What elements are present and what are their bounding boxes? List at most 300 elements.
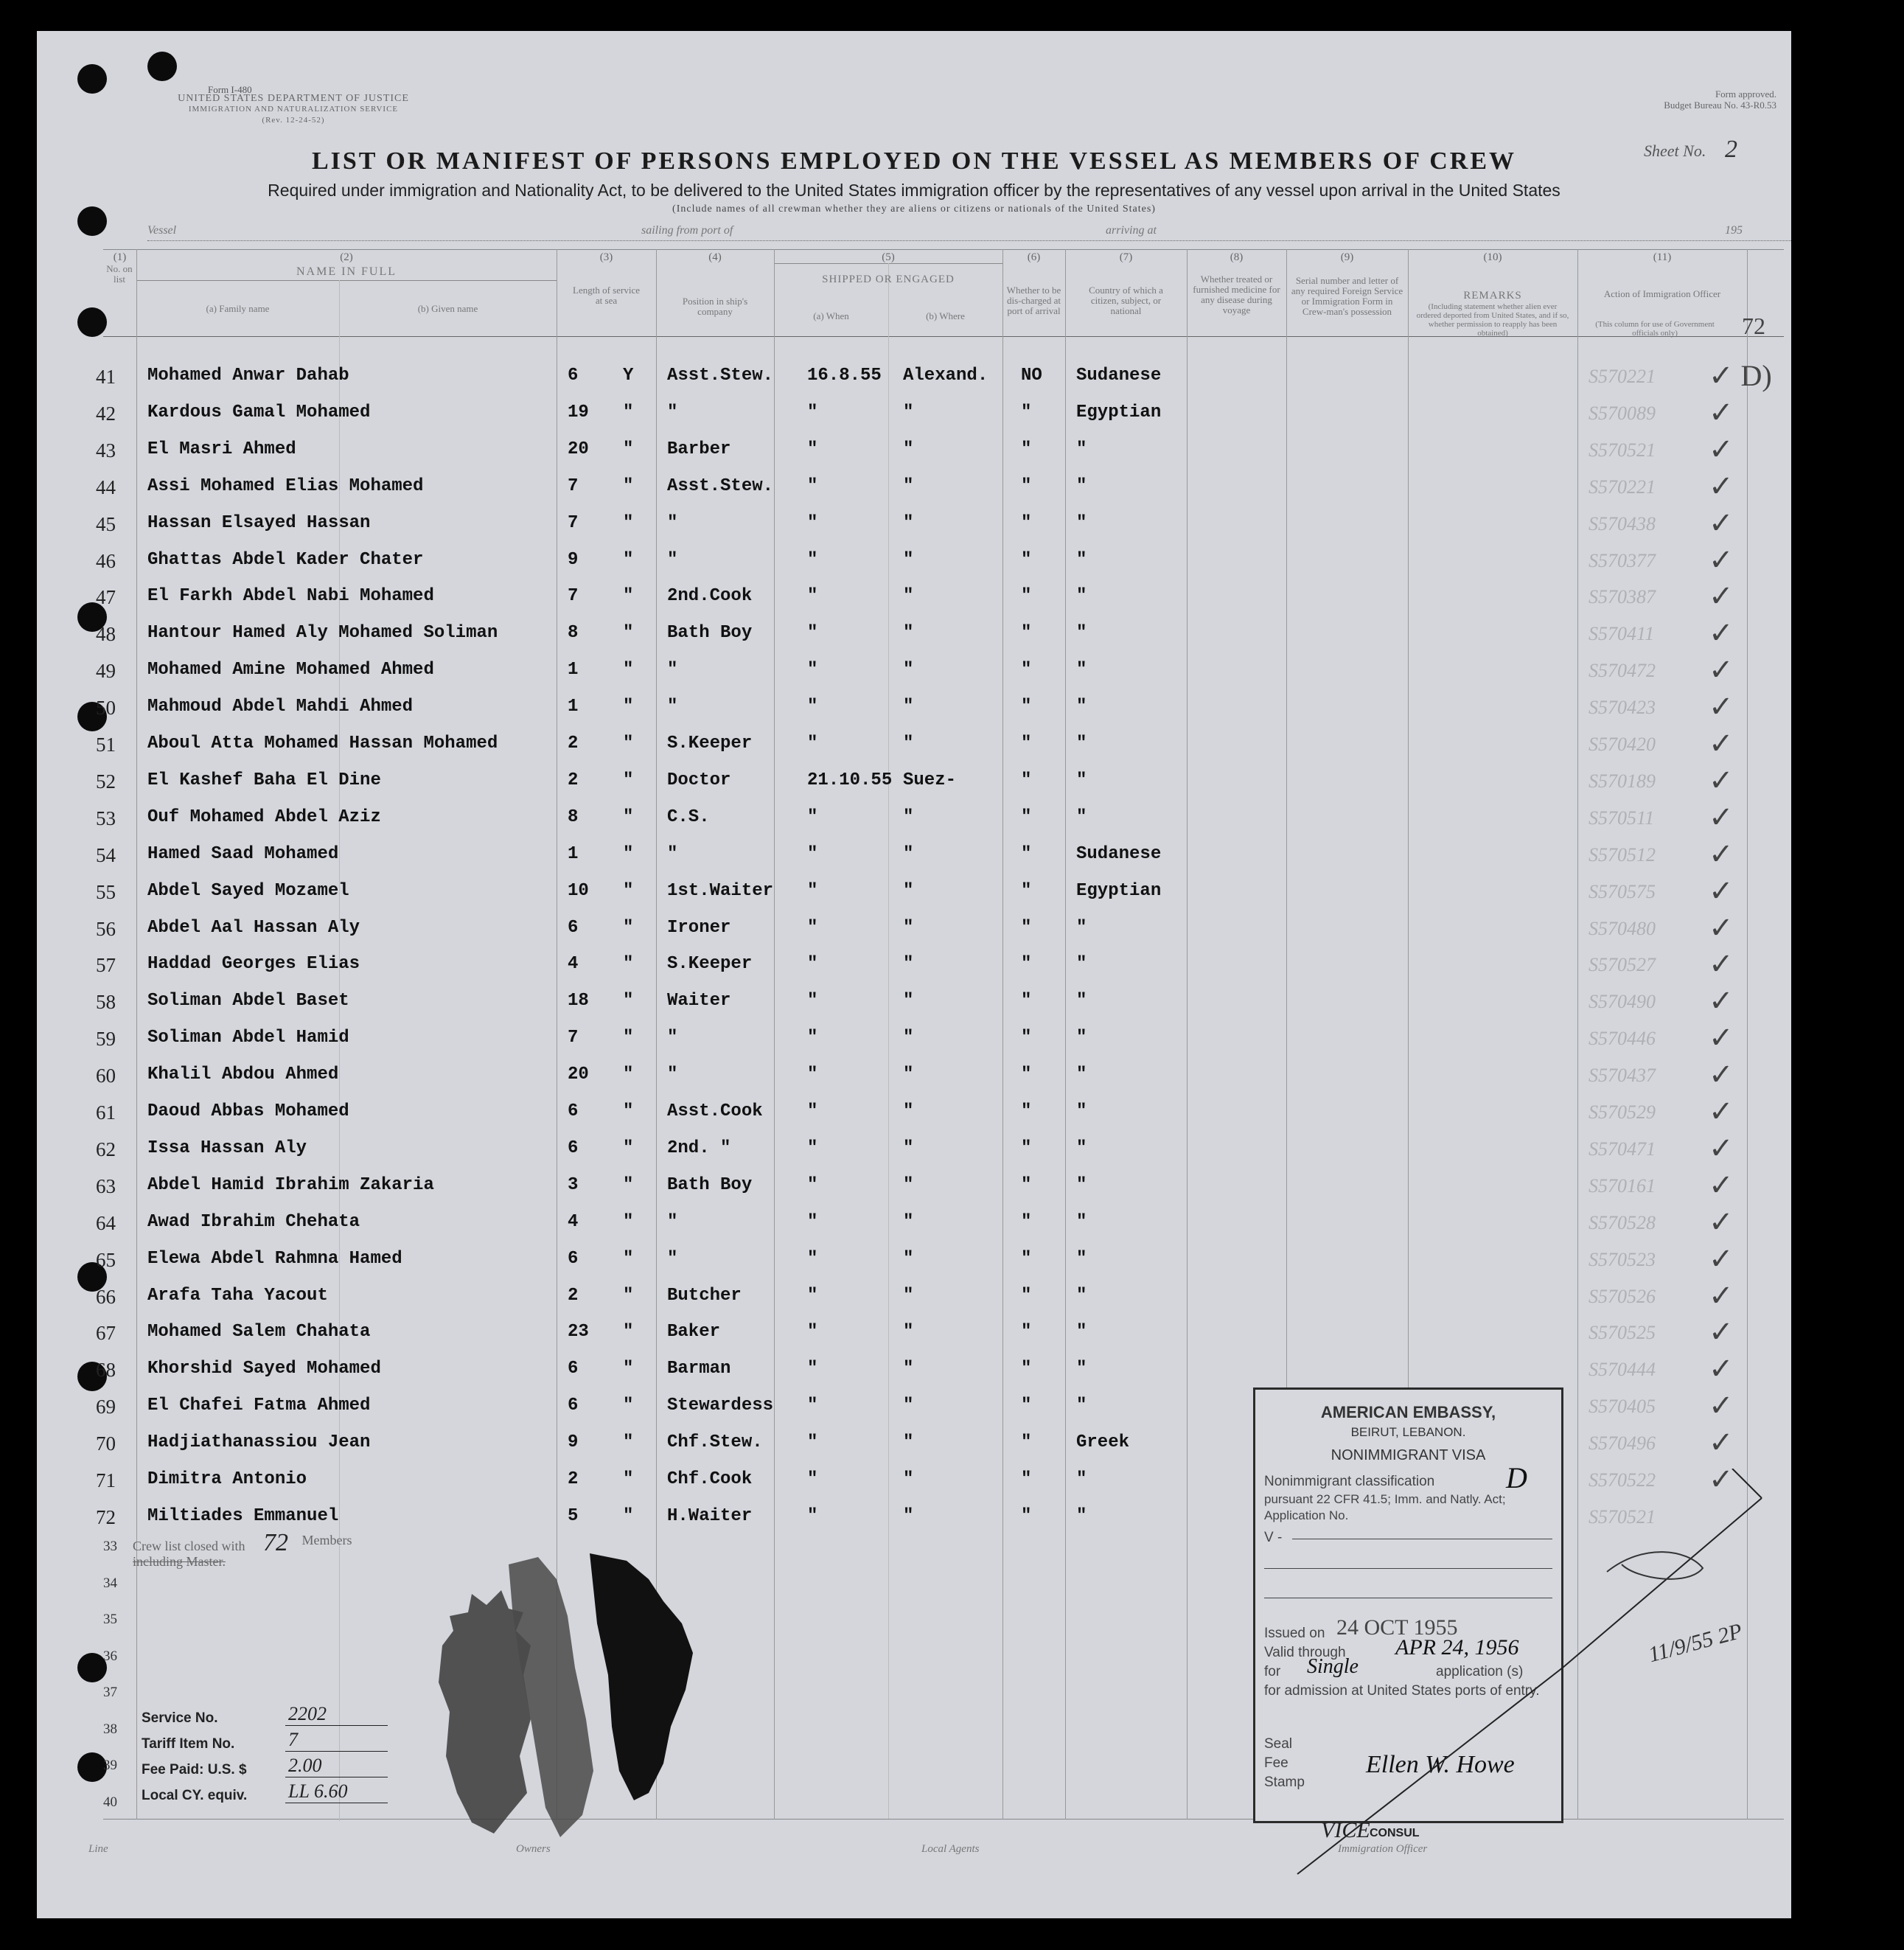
manifest-sheet xyxy=(37,31,1791,1918)
shipped-when: " xyxy=(807,439,818,459)
crew-name: Miltiades Emmanuel xyxy=(147,1506,339,1526)
shipped-when: " xyxy=(807,1469,818,1489)
service-length: 1 xyxy=(568,660,579,680)
crew-name: Abdel Aal Hassan Aly xyxy=(147,918,360,938)
country: " xyxy=(1076,1101,1087,1121)
service-length: 5 xyxy=(568,1506,579,1526)
service-unit: " xyxy=(623,734,634,753)
shipped-where: " xyxy=(903,403,914,422)
service-unit: " xyxy=(623,1322,634,1342)
discharge: " xyxy=(1021,1432,1032,1452)
agency-line: UNITED STATES DEPARTMENT OF JUSTICE xyxy=(178,93,409,104)
service-unit: " xyxy=(623,1101,634,1121)
crew-name: Elewa Abdel Rahmna Hamed xyxy=(147,1249,402,1269)
row-number: 68 xyxy=(96,1359,116,1381)
crew-name: Dimitra Antonio xyxy=(147,1469,307,1489)
column-divider xyxy=(1065,249,1066,1820)
shipped-when: " xyxy=(807,586,818,606)
check-mark-icon: ✓ xyxy=(1709,1389,1734,1422)
shipped-where: " xyxy=(903,1138,914,1158)
country: " xyxy=(1076,807,1087,827)
crew-name: Daoud Abbas Mohamed xyxy=(147,1101,349,1121)
officer-serial: S570221 xyxy=(1589,476,1656,498)
service-label: Service No. xyxy=(142,1710,218,1726)
shipped-where: " xyxy=(903,1469,914,1489)
country: " xyxy=(1076,1175,1087,1195)
service-length: 6 xyxy=(568,366,579,386)
service-unit: " xyxy=(623,1286,634,1306)
row-number: 42 xyxy=(96,403,116,425)
shipped-where: " xyxy=(903,1175,914,1195)
shipped-when: " xyxy=(807,807,818,827)
officer-serial: S570526 xyxy=(1589,1286,1656,1307)
ship-position: 2nd. " xyxy=(667,1138,731,1158)
col-header-medicine: Whether treated or furnished medicine for any disease during voyage xyxy=(1193,274,1280,316)
shipped-when: " xyxy=(807,513,818,533)
stamp-class-label: Nonimmigrant classification xyxy=(1264,1474,1435,1489)
service-unit: " xyxy=(623,623,634,643)
shipped-where: Alexand. xyxy=(903,366,988,386)
ship-position: " xyxy=(667,1065,678,1084)
service-unit: " xyxy=(623,991,634,1011)
shipped-where: " xyxy=(903,1286,914,1306)
service-length: 1 xyxy=(568,844,579,864)
blank-row-number: 34 xyxy=(103,1575,117,1591)
check-mark-icon: ✓ xyxy=(1709,616,1734,650)
row-number: 60 xyxy=(96,1065,116,1087)
shipped-when: " xyxy=(807,660,818,680)
footer-owners: Owners xyxy=(516,1843,551,1855)
table-top-rule xyxy=(103,249,1784,250)
service-unit: " xyxy=(623,1212,634,1232)
ship-position: Asst.Stew. xyxy=(667,476,774,496)
check-mark-icon: ✓ xyxy=(1709,1279,1734,1312)
shipped-where: " xyxy=(903,1396,914,1416)
check-mark-icon: ✓ D) xyxy=(1709,359,1772,392)
country: " xyxy=(1076,918,1087,938)
country: " xyxy=(1076,991,1087,1011)
check-mark-icon: ✓ xyxy=(1709,1242,1734,1275)
service-length: 7 xyxy=(568,513,579,533)
officer-serial: S570528 xyxy=(1589,1212,1656,1233)
crew-name: Hamed Saad Mohamed xyxy=(147,844,339,864)
officer-serial: S570405 xyxy=(1589,1396,1656,1417)
row-number: 59 xyxy=(96,1028,116,1050)
country: Egyptian xyxy=(1076,403,1162,422)
col-header-position: Position in ship's company xyxy=(682,296,748,317)
service-length: 4 xyxy=(568,954,579,974)
agency-line: IMMIGRATION AND NATURALIZATION SERVICE xyxy=(188,105,399,114)
shipped-where: " xyxy=(903,623,914,643)
crew-closed-prefix: Crew list closed with xyxy=(133,1539,245,1553)
service-length: 8 xyxy=(568,623,579,643)
service-length: 9 xyxy=(568,1432,579,1452)
shipped-when: " xyxy=(807,1138,818,1158)
col-header-given: (b) Given name xyxy=(417,303,478,314)
column-divider xyxy=(1187,249,1188,1820)
officer-serial: S570527 xyxy=(1589,954,1656,975)
check-mark-icon: ✓ xyxy=(1709,1095,1734,1128)
name-header-rule xyxy=(136,280,557,281)
col-header-name: NAME IN FULL xyxy=(296,265,397,278)
stamp-line3: NONIMMIGRANT VISA xyxy=(1331,1447,1486,1463)
crew-name: Assi Mohamed Elias Mohamed xyxy=(147,476,424,496)
vice-handwritten: VICE xyxy=(1321,1818,1370,1842)
check-mark-icon: ✓ xyxy=(1709,838,1734,871)
officer-serial: S570521 xyxy=(1589,1506,1656,1528)
shipped-where: " xyxy=(903,439,914,459)
agency-line: (Rev. 12-24-52) xyxy=(262,116,325,125)
shipped-when: " xyxy=(807,734,818,753)
shipped-where: " xyxy=(903,1212,914,1232)
service-unit: " xyxy=(623,807,634,827)
agency-block xyxy=(139,93,448,126)
service-unit: " xyxy=(623,1175,634,1195)
col-number: (10) xyxy=(1483,251,1502,263)
col-header-remarks-sub: (Including statement whether alien ever ordered deported from United States, and if so, whether permission to reapply has been obtained) xyxy=(1416,302,1569,338)
row-number: 53 xyxy=(96,807,116,829)
service-unit: " xyxy=(623,1249,634,1269)
service-length: 10 xyxy=(568,881,589,901)
crew-name: Soliman Abdel Hamid xyxy=(147,1028,349,1048)
country: " xyxy=(1076,1065,1087,1084)
country: " xyxy=(1076,1396,1087,1416)
ship-position: " xyxy=(667,660,678,680)
row-number: 71 xyxy=(96,1469,116,1491)
crew-name: El Masri Ahmed xyxy=(147,439,296,459)
crew-name: Ouf Mohamed Abdel Aziz xyxy=(147,807,381,827)
crew-name: Haddad Georges Elias xyxy=(147,954,360,974)
footer-agents: Local Agents xyxy=(921,1843,980,1855)
budget-line: Budget Bureau No. 43-R0.53 xyxy=(1664,100,1776,111)
shipped-when: " xyxy=(807,954,818,974)
form-title: LIST OR MANIFEST OF PERSONS EMPLOYED ON THE VESSEL AS MEMBERS OF CREW xyxy=(311,147,1517,175)
row-number: 47 xyxy=(96,586,116,608)
shipped-when: " xyxy=(807,844,818,864)
officer-serial: S570438 xyxy=(1589,513,1656,534)
check-mark-icon: ✓ xyxy=(1709,506,1734,540)
shipped-where: " xyxy=(903,954,914,974)
check-mark-icon: ✓ xyxy=(1709,396,1734,429)
discharge: " xyxy=(1021,1396,1032,1416)
row-number: 48 xyxy=(96,623,116,645)
crew-name: Khorshid Sayed Mohamed xyxy=(147,1359,381,1379)
officer-serial: S570521 xyxy=(1589,439,1656,461)
country: " xyxy=(1076,1249,1087,1269)
check-mark-icon: ✓ xyxy=(1709,1132,1734,1165)
year-label: 195 xyxy=(1725,224,1743,237)
service-length: 23 xyxy=(568,1322,589,1342)
service-unit: " xyxy=(623,844,634,864)
local-label: Local CY. equiv. xyxy=(142,1788,248,1803)
service-length: 18 xyxy=(568,991,589,1011)
service-unit: " xyxy=(623,513,634,533)
blank-row-number: 36 xyxy=(103,1648,117,1664)
local-equiv xyxy=(142,1780,348,1804)
discharge: " xyxy=(1021,439,1032,459)
service-unit: " xyxy=(623,1028,634,1048)
col-number: (5) xyxy=(882,251,895,263)
check-mark-icon: ✓ xyxy=(1709,579,1734,613)
service-no xyxy=(142,1703,327,1727)
crew-name: Mohamed Salem Chahata xyxy=(147,1322,371,1342)
officer-serial: S570423 xyxy=(1589,697,1656,718)
discharge: " xyxy=(1021,1175,1032,1195)
check-mark-icon: ✓ xyxy=(1709,690,1734,723)
stamp-for-label: for xyxy=(1264,1664,1281,1679)
col-header-serial: Serial number and letter of any required Foreign Service or Immigration Form in Crew-man's possession xyxy=(1291,275,1403,317)
row-number: 45 xyxy=(96,513,116,535)
country: Egyptian xyxy=(1076,881,1162,901)
shipped-when: " xyxy=(807,476,818,496)
ship-position: Chf.Cook xyxy=(667,1469,753,1489)
shipped-where: " xyxy=(903,513,914,533)
check-mark-icon: ✓ xyxy=(1709,727,1734,760)
service-length: 6 xyxy=(568,1101,579,1121)
stamp-for-value: Single xyxy=(1307,1655,1359,1678)
shipped-when: " xyxy=(807,881,818,901)
service-unit: " xyxy=(623,1432,634,1452)
check-mark-icon: ✓ xyxy=(1709,1315,1734,1348)
shipped-when: " xyxy=(807,403,818,422)
stamp-issued-value: 24 OCT 1955 xyxy=(1336,1615,1458,1640)
col-header-remarks: REMARKS xyxy=(1463,290,1522,302)
blank-row-number: 33 xyxy=(103,1539,117,1554)
check-mark-icon: ✓ xyxy=(1709,874,1734,908)
col-header-service: Length of service at sea xyxy=(573,285,640,306)
shipped-where: " xyxy=(903,734,914,753)
punch-hole-icon xyxy=(77,64,107,94)
discharge: " xyxy=(1021,1506,1032,1526)
ship-position: Asst.Stew. xyxy=(667,366,774,386)
shipped-where: " xyxy=(903,1359,914,1379)
service-unit: Y xyxy=(623,366,634,386)
check-mark-icon: ✓ xyxy=(1709,653,1734,686)
discharge: " xyxy=(1021,918,1032,938)
country: " xyxy=(1076,1359,1087,1379)
shipped-where: Suez- xyxy=(903,770,957,790)
service-length: 7 xyxy=(568,1028,579,1048)
arriving-label: arriving at xyxy=(1106,224,1157,237)
crew-name: Mahmoud Abdel Mahdi Ahmed xyxy=(147,697,414,717)
officer-serial: S570529 xyxy=(1589,1101,1656,1123)
country: " xyxy=(1076,697,1087,717)
ship-position: C.S. xyxy=(667,807,710,827)
ship-position: " xyxy=(667,697,678,717)
row-number: 64 xyxy=(96,1212,116,1234)
service-length: 6 xyxy=(568,1138,579,1158)
country: Sudanese xyxy=(1076,366,1162,386)
form-subtitle: Required under immigration and Nationality Act, to be delivered to the United States immigration officer by the representatives of any vessel upon arrival in the United States xyxy=(268,181,1560,200)
row-number: 44 xyxy=(96,476,116,498)
country: " xyxy=(1076,770,1087,790)
col-header-action-sub: (This column for use of Government officials only) xyxy=(1595,320,1715,338)
service-length: 20 xyxy=(568,439,589,459)
row-number: 50 xyxy=(96,697,116,719)
country: " xyxy=(1076,1506,1087,1526)
discharge: " xyxy=(1021,403,1032,422)
discharge: " xyxy=(1021,476,1032,496)
discharge: " xyxy=(1021,697,1032,717)
service-length: 6 xyxy=(568,1249,579,1269)
officer-serial: S570523 xyxy=(1589,1249,1656,1270)
crew-name: El Chafei Fatma Ahmed xyxy=(147,1396,371,1416)
discharge: " xyxy=(1021,660,1032,680)
stamp-valid-label: Valid through xyxy=(1264,1645,1346,1660)
ship-position: S.Keeper xyxy=(667,734,753,753)
discharge: " xyxy=(1021,1065,1032,1084)
stamp-pursuant: pursuant 22 CFR 41.5; Imm. and Natly. Act; Application No. xyxy=(1264,1492,1506,1522)
row-number: 61 xyxy=(96,1101,116,1124)
column-divider xyxy=(1002,249,1003,1820)
discharge: " xyxy=(1021,1101,1032,1121)
check-mark-icon: ✓ xyxy=(1709,764,1734,797)
officer-serial: S570377 xyxy=(1589,550,1656,571)
ship-position: " xyxy=(667,403,678,422)
check-mark-icon: ✓ xyxy=(1709,947,1734,981)
discharge: " xyxy=(1021,1249,1032,1269)
country: " xyxy=(1076,1322,1087,1342)
officer-serial: S570411 xyxy=(1589,623,1655,644)
crew-name: Arafa Taha Yacout xyxy=(147,1286,328,1306)
service-unit: " xyxy=(623,403,634,422)
country: " xyxy=(1076,1286,1087,1306)
col-number: (6) xyxy=(1027,251,1041,263)
country: " xyxy=(1076,954,1087,974)
shipped-when: " xyxy=(807,1175,818,1195)
check-mark-icon: ✓ xyxy=(1709,801,1734,834)
shipped-when: " xyxy=(807,1212,818,1232)
shipped-where: " xyxy=(903,1249,914,1269)
crew-name: Hassan Elsayed Hassan xyxy=(147,513,371,533)
service-value: 2202 xyxy=(285,1703,388,1726)
discharge: " xyxy=(1021,734,1032,753)
officer-serial: S570512 xyxy=(1589,844,1656,866)
stamp-valid-value: APR 24, 1956 xyxy=(1395,1635,1519,1660)
row-number: 62 xyxy=(96,1138,116,1160)
vessel-label: Vessel xyxy=(147,224,177,237)
row-number: 55 xyxy=(96,881,116,903)
officer-serial: S570387 xyxy=(1589,586,1656,607)
stamp-application: application (s) xyxy=(1436,1664,1524,1679)
blank-row-number: 40 xyxy=(103,1794,117,1810)
consul-printed: CONSUL xyxy=(1370,1827,1420,1839)
officer-serial: S570480 xyxy=(1589,918,1656,939)
ship-position: S.Keeper xyxy=(667,954,753,974)
country: " xyxy=(1076,1028,1087,1048)
include-note: (Include names of all crewman whether they are aliens or citizens or nationals of the United States) xyxy=(672,203,1156,215)
service-length: 7 xyxy=(568,476,579,496)
tariff-label: Tariff Item No. xyxy=(142,1736,235,1752)
column-divider xyxy=(888,263,889,1819)
discharge: " xyxy=(1021,550,1032,570)
stamp-class-value: D xyxy=(1506,1461,1527,1494)
officer-serial: S570089 xyxy=(1589,403,1656,424)
col-header-family: (a) Family name xyxy=(206,303,270,314)
ship-position: Bath Boy xyxy=(667,1175,753,1195)
service-length: 6 xyxy=(568,1359,579,1379)
crew-name: Ghattas Abdel Kader Chater xyxy=(147,550,424,570)
crew-name: Hadjiathanassiou Jean xyxy=(147,1432,371,1452)
check-mark-icon: ✓ xyxy=(1709,1205,1734,1239)
check-mark-icon: ✓ xyxy=(1709,1426,1734,1459)
discharge: " xyxy=(1021,844,1032,864)
service-unit: " xyxy=(623,770,634,790)
discharge: " xyxy=(1021,1286,1032,1306)
service-unit: " xyxy=(623,1506,634,1526)
punch-hole-icon xyxy=(77,1752,107,1782)
shipped-when: " xyxy=(807,550,818,570)
check-mark-icon: ✓ xyxy=(1709,911,1734,944)
service-length: 1 xyxy=(568,697,579,717)
discharge: " xyxy=(1021,1028,1032,1048)
service-unit: " xyxy=(623,697,634,717)
officer-serial: S570472 xyxy=(1589,660,1656,681)
officer-serial: S570471 xyxy=(1589,1138,1656,1160)
ship-position: Waiter xyxy=(667,991,731,1011)
col-header-where: (b) Where xyxy=(926,310,965,321)
row-number: 72 xyxy=(96,1506,116,1528)
column-divider xyxy=(339,280,340,1821)
blank-row-number: 35 xyxy=(103,1612,117,1627)
footer-line: Line xyxy=(88,1843,108,1855)
service-unit: " xyxy=(623,586,634,606)
row-number: 46 xyxy=(96,550,116,572)
col-number: (3) xyxy=(599,251,613,263)
service-unit: " xyxy=(623,660,634,680)
country: " xyxy=(1076,660,1087,680)
stamp-seal: Seal xyxy=(1264,1736,1293,1752)
service-length: 3 xyxy=(568,1175,579,1195)
shipped-where: " xyxy=(903,697,914,717)
discharge: " xyxy=(1021,1469,1032,1489)
stamp-fee: Fee xyxy=(1264,1755,1288,1771)
ship-position: Baker xyxy=(667,1322,721,1342)
service-length: 19 xyxy=(568,403,589,422)
service-length: 7 xyxy=(568,586,579,606)
discharge: " xyxy=(1021,807,1032,827)
punch-hole-icon xyxy=(147,52,177,81)
ship-position: " xyxy=(667,513,678,533)
discharge: " xyxy=(1021,770,1032,790)
discharge: " xyxy=(1021,881,1032,901)
col-header-number: No. on list xyxy=(106,263,133,285)
discharge: NO xyxy=(1021,366,1042,386)
service-unit: " xyxy=(623,1469,634,1489)
service-unit: " xyxy=(623,881,634,901)
shipped-when: " xyxy=(807,1432,818,1452)
country: Sudanese xyxy=(1076,844,1162,864)
check-mark-icon: ✓ xyxy=(1709,984,1734,1017)
officer-serial: S570444 xyxy=(1589,1359,1656,1380)
col-number: (8) xyxy=(1230,251,1244,263)
shipped-where: " xyxy=(903,1506,914,1526)
row-number: 41 xyxy=(96,366,116,388)
discharge: " xyxy=(1021,1359,1032,1379)
sheet-number: 2 xyxy=(1725,136,1737,163)
country: " xyxy=(1076,1212,1087,1232)
column-divider xyxy=(136,249,137,1820)
service-unit: " xyxy=(623,476,634,496)
shipped-when: " xyxy=(807,1322,818,1342)
shipped-when: " xyxy=(807,1506,818,1526)
ship-position: " xyxy=(667,1249,678,1269)
check-mark-icon: ✓ xyxy=(1709,1463,1734,1496)
shipped-when: " xyxy=(807,1286,818,1306)
stamp-line1: AMERICAN EMBASSY, xyxy=(1320,1403,1496,1421)
punch-hole-icon xyxy=(77,307,107,337)
fee-paid xyxy=(142,1755,322,1778)
